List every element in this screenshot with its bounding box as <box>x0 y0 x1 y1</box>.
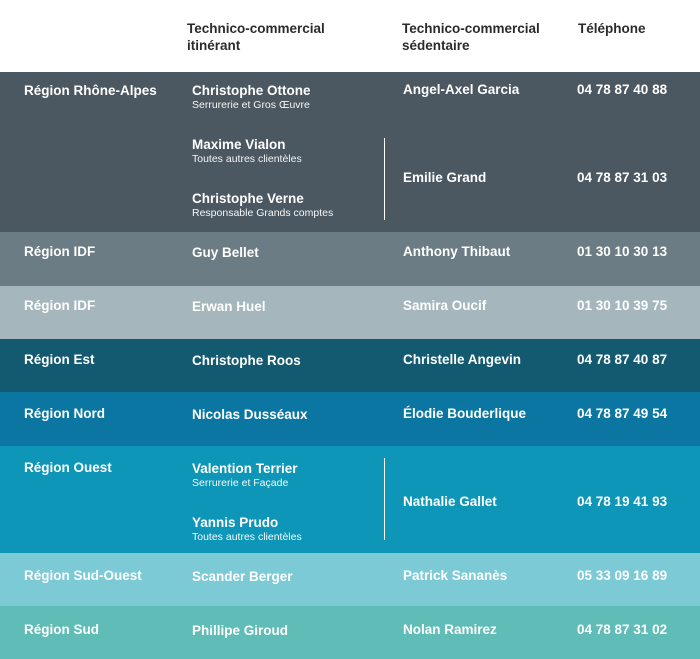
phone-number: 04 78 87 40 87 <box>577 352 668 367</box>
sedentaire-name: Samira Oucif <box>403 298 487 313</box>
header-itinerant: Technico-commercial itinérant <box>187 21 325 53</box>
itinerant-name: Valention Terrier <box>192 461 298 476</box>
itinerant-name: Phillipe Giroud <box>192 623 289 638</box>
region-name: Région Sud <box>24 622 99 637</box>
header-sedentaire: Technico-commercial sédentaire <box>402 21 540 53</box>
region-row <box>0 232 700 286</box>
phone-number: 04 78 87 49 54 <box>577 406 668 421</box>
itinerant-specialty: Serrurerie et Façade <box>192 477 289 489</box>
phone-number: 01 30 10 30 13 <box>577 244 668 259</box>
table-header <box>0 0 700 72</box>
group-divider <box>384 458 385 540</box>
phone-number: 05 33 09 16 89 <box>577 568 668 583</box>
sedentaire-name: Emilie Grand <box>403 170 487 185</box>
region-name: Région Ouest <box>24 460 112 475</box>
sedentaire-name: Patrick Sananès <box>403 568 508 583</box>
itinerant-name: Erwan Huel <box>192 299 266 314</box>
region-row <box>0 339 700 392</box>
sedentaire-name: Angel-Axel Garcia <box>403 82 520 97</box>
itinerant-specialty: Toutes autres clientèles <box>192 153 302 165</box>
itinerant-name: Scander Berger <box>192 569 293 584</box>
phone-number: 04 78 87 31 02 <box>577 622 668 637</box>
region-row <box>0 286 700 339</box>
itinerant-name: Nicolas Dusséaux <box>192 407 308 422</box>
sedentaire-name: Anthony Thibaut <box>403 244 511 259</box>
region-name: Région Rhône-Alpes <box>24 83 157 98</box>
region-row <box>0 553 700 606</box>
sedentaire-name: Nathalie Gallet <box>403 494 497 509</box>
region-row <box>0 392 700 446</box>
region-row <box>0 446 700 553</box>
itinerant-name: Guy Bellet <box>192 245 259 260</box>
region-name: Région IDF <box>24 298 96 313</box>
itinerant-specialty: Serrurerie et Gros Œuvre <box>192 99 310 111</box>
region-name: Région IDF <box>24 244 96 259</box>
itinerant-specialty: Toutes autres clientèles <box>192 531 302 543</box>
phone-number: 01 30 10 39 75 <box>577 298 668 313</box>
region-row <box>0 606 700 659</box>
itinerant-name: Maxime Vialon <box>192 137 286 152</box>
region-name: Région Sud-Ouest <box>24 568 142 583</box>
sedentaire-name: Élodie Bouderlique <box>403 406 527 421</box>
itinerant-name: Christophe Roos <box>192 353 301 368</box>
sedentaire-name: Nolan Ramirez <box>403 622 497 637</box>
phone-number: 04 78 87 31 03 <box>577 170 668 185</box>
header-telephone: Téléphone <box>578 21 646 36</box>
itinerant-name: Christophe Ottone <box>192 83 311 98</box>
sedentaire-name: Christelle Angevin <box>403 352 522 367</box>
itinerant-name: Yannis Prudo <box>192 515 279 530</box>
itinerant-specialty: Responsable Grands comptes <box>192 207 334 219</box>
region-name: Région Nord <box>24 406 105 421</box>
region-name: Région Est <box>24 352 95 367</box>
phone-number: 04 78 19 41 93 <box>577 494 668 509</box>
group-divider <box>384 138 385 220</box>
phone-number: 04 78 87 40 88 <box>577 82 668 97</box>
itinerant-name: Christophe Verne <box>192 191 304 206</box>
region-row <box>0 72 700 232</box>
